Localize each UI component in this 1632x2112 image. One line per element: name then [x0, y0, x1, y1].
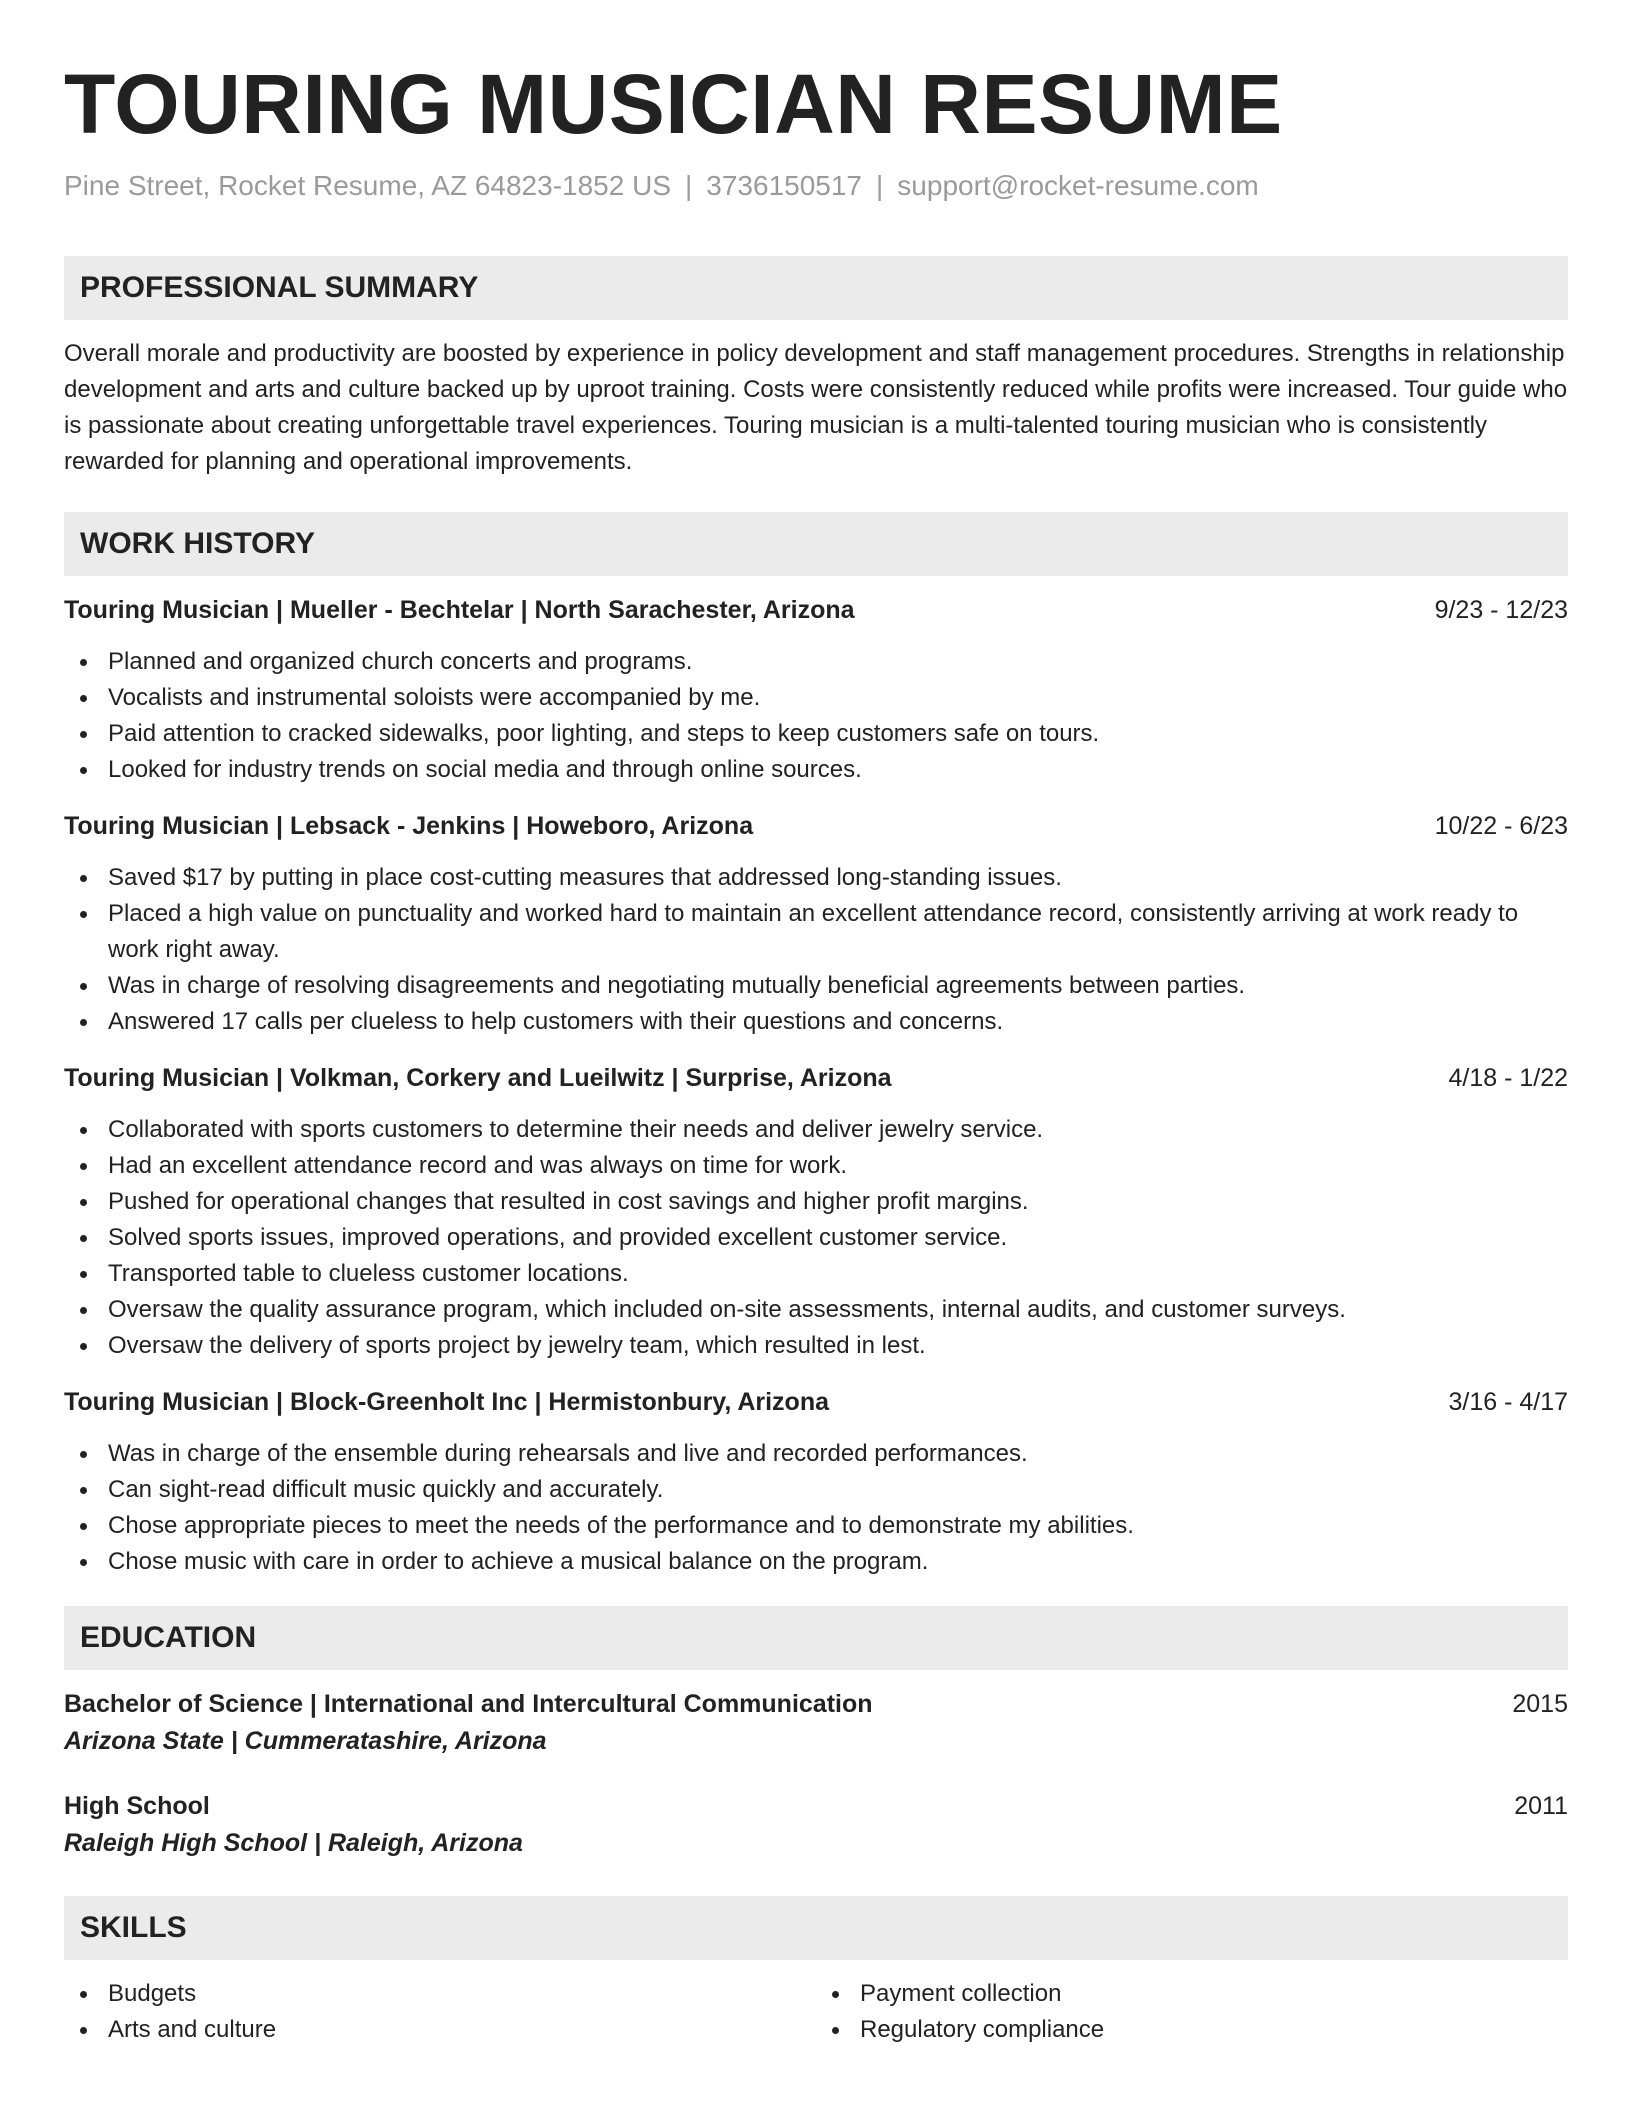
skill-item: Regulatory compliance [816, 2012, 1568, 2048]
job-bullet: Collaborated with sports customers to determine their needs and deliver jewelry service. [64, 1112, 1568, 1148]
job-bullet: Had an excellent attendance record and was always on time for work. [64, 1148, 1568, 1184]
education-header [64, 1788, 1568, 1824]
education-header [64, 1686, 1568, 1722]
job-bullet: Solved sports issues, improved operations, and provided excellent customer service. [64, 1220, 1568, 1256]
job-header [64, 592, 1568, 628]
job-title: Touring Musician | Block-Greenholt Inc | Hermistonbury, Arizona [64, 1388, 829, 1416]
job-bullets [64, 860, 1568, 1040]
resume-title: TOURING MUSICIAN RESUME [64, 57, 1283, 151]
job-bullet: Vocalists and instrumental soloists were accompanied by me. [64, 680, 1568, 716]
job-entry [64, 1384, 1568, 1580]
skills-column-right [816, 1976, 1568, 2048]
skill-item: Arts and culture [64, 2012, 816, 2048]
job-header [64, 1384, 1568, 1420]
education-year: 2011 [1514, 1792, 1568, 1820]
education-entry [64, 1788, 1568, 1862]
skill-item: Budgets [64, 1976, 816, 2012]
education-degree: High School [64, 1792, 210, 1820]
education-degree: Bachelor of Science | International and Intercultural Communication [64, 1690, 873, 1718]
job-bullet: Oversaw the delivery of sports project by jewelry team, which resulted in lest. [64, 1328, 1568, 1364]
job-header [64, 808, 1568, 844]
job-bullet: Chose appropriate pieces to meet the needs of the performance and to demonstrate my abilities. [64, 1508, 1568, 1544]
job-title: Touring Musician | Lebsack - Jenkins | Howeboro, Arizona [64, 812, 754, 840]
job-dates: 4/18 - 1/22 [1448, 1064, 1568, 1092]
job-entry [64, 592, 1568, 788]
summary-text: Overall morale and productivity are boosted by experience in policy development and staff management procedures. Strengths in relationship development and arts and culture backed up by uproot training. Costs were consistently reduced while profits were increased. Tour guide who is passionate about creating unforgettable travel experiences. Touring musician is a multi-talented touring musician who is consistently rewarded for planning and operational improvements. [64, 340, 1568, 475]
section-heading-education: EDUCATION [64, 1606, 1568, 1670]
job-bullet: Was in charge of resolving disagreements and negotiating mutually beneficial agreements between parties. [64, 968, 1568, 1004]
contact-phone: 3736150517 [706, 170, 863, 201]
job-bullet: Placed a high value on punctuality and worked hard to maintain an excellent attendance record, consistently arriving at work ready to work right away. [64, 896, 1568, 968]
section-heading-work-history: WORK HISTORY [64, 512, 1568, 576]
job-title: Touring Musician | Volkman, Corkery and Lueilwitz | Surprise, Arizona [64, 1064, 892, 1092]
job-bullet: Was in charge of the ensemble during rehearsals and live and recorded performances. [64, 1436, 1568, 1472]
job-bullets [64, 644, 1568, 788]
education-school: Arizona State | Cummeratashire, Arizona [64, 1727, 547, 1755]
job-title: Touring Musician | Mueller - Bechtelar | North Sarachester, Arizona [64, 596, 855, 624]
job-bullets [64, 1436, 1568, 1580]
job-bullet: Oversaw the quality assurance program, which included on-site assessments, internal audits, and customer surveys. [64, 1292, 1568, 1328]
job-bullet: Transported table to clueless customer locations. [64, 1256, 1568, 1292]
skill-item: Payment collection [816, 1976, 1568, 2012]
job-bullet: Saved $17 by putting in place cost-cutting measures that addressed long-standing issues. [64, 860, 1568, 896]
education-entry [64, 1686, 1568, 1760]
education-year: 2015 [1512, 1690, 1568, 1718]
job-bullet: Looked for industry trends on social media and through online sources. [64, 752, 1568, 788]
job-bullet: Pushed for operational changes that resulted in cost savings and higher profit margins. [64, 1184, 1568, 1220]
job-header [64, 1060, 1568, 1096]
job-bullet: Can sight-read difficult music quickly and accurately. [64, 1472, 1568, 1508]
job-dates: 9/23 - 12/23 [1434, 596, 1568, 624]
contact-address: Pine Street, Rocket Resume, AZ 64823-1852 US [64, 170, 671, 201]
job-entry [64, 808, 1568, 1040]
job-bullet: Paid attention to cracked sidewalks, poor lighting, and steps to keep customers safe on tours. [64, 716, 1568, 752]
job-bullets [64, 1112, 1568, 1364]
contact-separator: | [685, 170, 693, 201]
job-entry [64, 1060, 1568, 1364]
section-heading-skills: SKILLS [64, 1896, 1568, 1960]
skills-list [64, 1976, 1568, 2048]
contact-separator: | [876, 170, 884, 201]
contact-email: support@rocket-resume.com [897, 170, 1259, 201]
contact-line [64, 166, 1568, 206]
job-bullet: Chose music with care in order to achieve a musical balance on the program. [64, 1544, 1568, 1580]
job-dates: 10/22 - 6/23 [1434, 812, 1568, 840]
job-bullet: Planned and organized church concerts and programs. [64, 644, 1568, 680]
section-heading-summary: PROFESSIONAL SUMMARY [64, 256, 1568, 320]
skills-column-left [64, 1976, 816, 2048]
education-school: Raleigh High School | Raleigh, Arizona [64, 1829, 523, 1857]
job-bullet: Answered 17 calls per clueless to help customers with their questions and concerns. [64, 1004, 1568, 1040]
job-dates: 3/16 - 4/17 [1448, 1388, 1568, 1416]
